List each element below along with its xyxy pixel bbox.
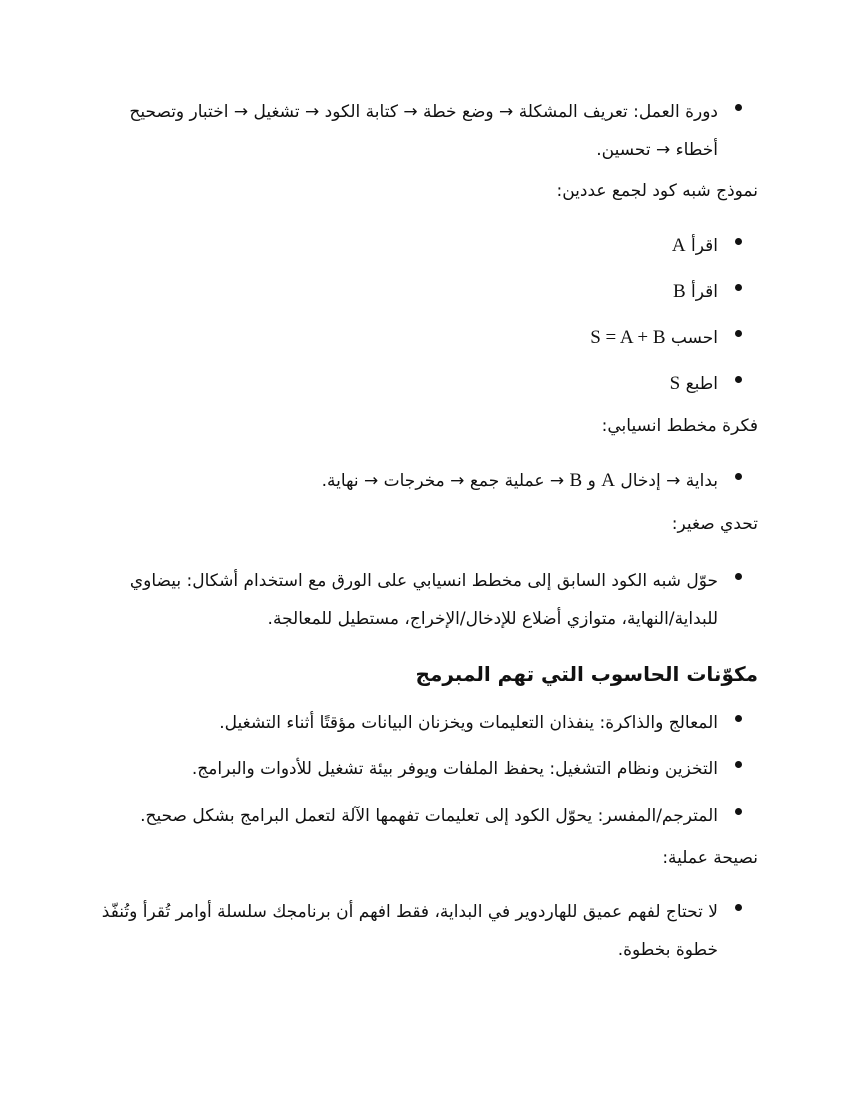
step-variable: A <box>671 235 686 256</box>
component-item <box>68 704 758 742</box>
step-verb: اطبع <box>685 374 718 394</box>
flow-var-a: A <box>601 470 615 491</box>
step-variable: S <box>669 373 681 394</box>
step-variable: B <box>672 281 686 302</box>
step-verb: اقرأ <box>691 236 718 256</box>
step-verb: احسب <box>670 328 718 348</box>
challenge-title: تحدي صغير: <box>671 514 758 534</box>
component-item <box>68 797 758 835</box>
challenge-bullet <box>68 562 758 638</box>
challenge-line-1: حوّل شبه الكود السابق إلى مخطط انسيابي على الورق مع استخدام أشكال: بيضاوي <box>129 571 718 591</box>
component-item <box>68 750 758 788</box>
tip-bullet <box>68 893 758 969</box>
pseudocode-title: نموذج شبه كود لجمع عددين: <box>556 181 758 201</box>
step-variable: S = A + B <box>590 327 666 348</box>
challenge-line-2: للبداية/النهاية، متوازي أضلاع للإدخال/الإخراج، مستطيل للمعالجة. <box>267 609 718 629</box>
component-text: المعالج والذاكرة: ينفذان التعليمات ويخزنان البيانات مؤقتًا أثناء التشغيل. <box>219 713 718 733</box>
component-text: التخزين ونظام التشغيل: يحفظ الملفات ويوفر بيئة تشغيل للأدوات والبرامج. <box>191 759 718 779</box>
flowchart-bullet <box>68 462 758 500</box>
pseudocode-step <box>68 365 758 403</box>
tip-line-2: خطوة بخطوة. <box>617 940 718 960</box>
flowchart-title: فكرة مخطط انسيابي: <box>601 416 758 436</box>
flow-part-1: بداية → إدخال <box>620 471 718 491</box>
workflow-line-2: أخطاء → تحسين. <box>596 140 718 160</box>
pseudocode-step <box>68 273 758 311</box>
tip-line-1: لا تحتاج لفهم عميق للهاردوير في البداية، فقط افهم أن برنامجك سلسلة أوامر تُقرأ وتُنفّذ <box>101 902 718 922</box>
flow-var-b: B <box>569 470 583 491</box>
tip-title: نصيحة عملية: <box>662 848 758 868</box>
flow-part-2: و <box>587 471 596 491</box>
component-text: المترجم/المفسر: يحوّل الكود إلى تعليمات تفهمها الآلة لتعمل البرامج بشكل صحيح. <box>140 806 718 826</box>
components-heading: مكوّنات الحاسوب التي تهم المبرمج <box>415 662 758 686</box>
flow-part-3: → عملية جمع → مخرجات → نهاية. <box>321 471 565 491</box>
pseudocode-step <box>68 227 758 265</box>
pseudocode-step <box>68 319 758 357</box>
step-verb: اقرأ <box>691 282 718 302</box>
workflow-line-1: دورة العمل: تعريف المشكلة → وضع خطة → كتابة الكود → تشغيل → اختبار وتصحيح <box>129 102 718 122</box>
workflow-bullet <box>68 93 758 169</box>
